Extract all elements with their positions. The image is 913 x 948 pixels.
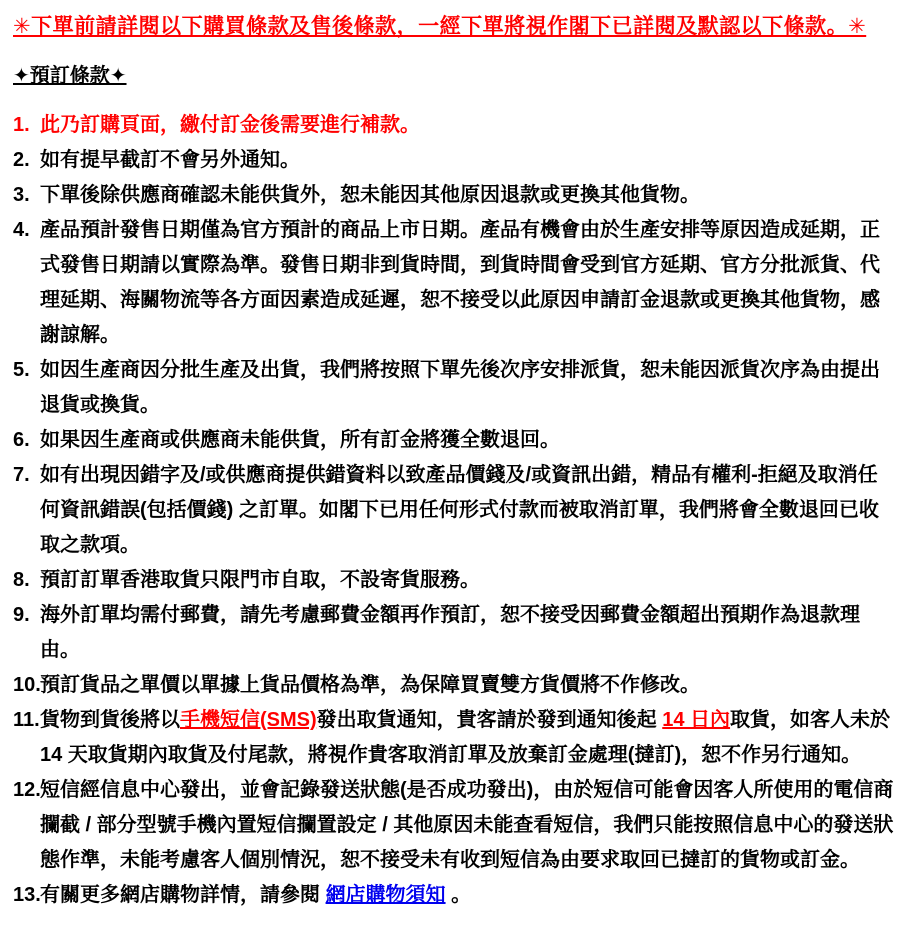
term-text: 取貨，如客人未於 14 天取貨期內取貨及付尾款，將視作貴客取消訂單及放棄訂金處理(撻訂)，恕不作另行通知。 [40, 709, 891, 766]
term-text: 如有出現因錯字及/或供應商提供錯資料以致產品價錢及/或資訊出錯，精品有權利-拒絕及取消任何資訊錯誤(包括價錢) 之訂單。如閣下已用任何形式付款而被取消訂單，我們將會全數退回已收取之款項。 [40, 464, 879, 556]
term-number: 13. [13, 884, 41, 906]
section-title: ✦預訂條款✦ [13, 65, 127, 87]
term-item [13, 773, 895, 878]
highlighted-term-text: 手機短信(SMS) [180, 709, 317, 731]
term-item [13, 178, 895, 213]
term-item [13, 423, 895, 458]
term-item [13, 598, 895, 668]
term-number: 7. [13, 464, 30, 486]
term-text: 此乃訂購頁面，繳付訂金後需要進行補款。 [40, 114, 420, 136]
term-number: 4. [13, 219, 30, 241]
term-text: 產品預計發售日期僅為官方預計的商品上市日期。產品有機會由於生產安排等原因造成延期，正式發售日期請以實際為準。發售日期非到貨時間，到貨時間會受到官方延期、官方分批派貨、代理延期、海關物流等各方面因素造成延遲，恕不接受以此原因申請訂金退款或更換其他貨物，感謝諒解。 [40, 219, 880, 346]
term-text: 預訂貨品之單價以單據上貨品價格為準，為保障買賣雙方貨價將不作修改。 [40, 674, 700, 696]
term-number: 1. [13, 114, 30, 136]
term-text: 發出取貨通知，貴客請於發到通知後起 [316, 709, 663, 731]
term-item [13, 458, 895, 563]
term-item [13, 143, 895, 178]
term-text: 。 [445, 884, 472, 906]
term-text: 如有提早截訂不會另外通知。 [40, 149, 300, 171]
term-text: 如果因生產商或供應商未能供貨，所有訂金將獲全數退回。 [40, 429, 560, 451]
term-item [13, 108, 895, 143]
term-text: 短信經信息中心發出，並會記錄發送狀態(是否成功發出)，由於短信可能會因客人所使用的電信商攔截 / 部分型號手機內置短信攔置設定 / 其他原因未能查看短信，我們只能按照信息中心的發送狀態作準，未能考慮客人個別情況，恕不接受未有收到短信為由要求取回已撻訂的貨物或訂金。 [40, 779, 894, 871]
term-text: 下單後除供應商確認未能供貨外，恕未能因其他原因退款或更換其他貨物。 [40, 184, 700, 206]
term-number: 12. [13, 779, 41, 801]
term-number: 9. [13, 604, 30, 626]
term-number: 6. [13, 429, 30, 451]
header-notice: ✳下單前請詳閱以下購買條款及售後條款，一經下單將視作閣下已詳閱及默認以下條款。✳ [13, 15, 867, 38]
shop-guide-link[interactable]: 網店購物須知 [325, 884, 446, 906]
term-item [13, 353, 895, 423]
term-item [13, 668, 895, 703]
term-number: 8. [13, 569, 30, 591]
highlighted-term-text: 14 日內 [662, 709, 731, 731]
term-text: 海外訂單均需付郵費，請先考慮郵費金額再作預訂，恕不接受因郵費金額超出預期作為退款理由。 [40, 604, 860, 661]
term-number: 3. [13, 184, 30, 206]
term-text: 有關更多網店購物詳情，請參閱 [40, 884, 326, 906]
term-text: 貨物到貨後將以 [40, 709, 180, 731]
term-text: 如因生產商因分批生產及出貨，我們將按照下單先後次序安排派貨，恕未能因派貨次序為由提出退貨或換貨。 [40, 359, 880, 416]
term-item [13, 563, 895, 598]
terms-list [13, 108, 895, 913]
term-number: 11. [13, 709, 40, 731]
term-text: 預訂訂單香港取貨只限門市自取，不設寄貨服務。 [40, 569, 480, 591]
term-number: 10. [13, 674, 41, 696]
term-number: 2. [13, 149, 30, 171]
term-number: 5. [13, 359, 30, 381]
term-item [13, 878, 895, 913]
term-item [13, 703, 895, 773]
term-item [13, 213, 895, 353]
